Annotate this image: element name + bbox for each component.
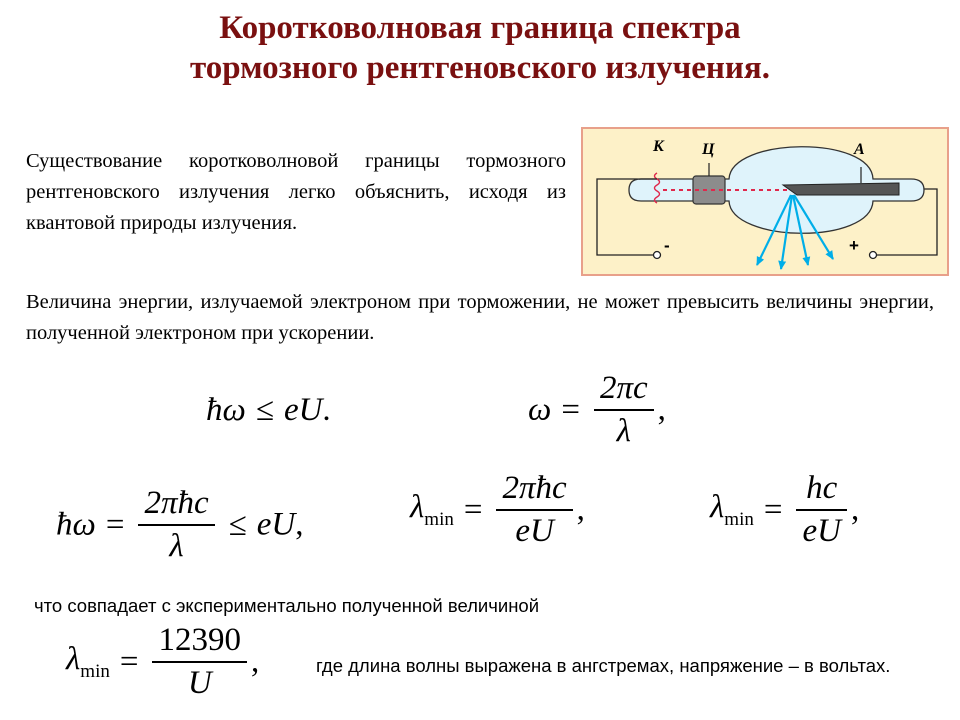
formula-6-fraction	[152, 622, 247, 702]
formula-3-rel2: ≤	[228, 506, 247, 543]
formula-energy-inequality	[206, 392, 331, 429]
formula-4-rel: =	[463, 491, 483, 528]
label-anode: А	[854, 141, 865, 158]
formula-1-rhs: eU	[283, 392, 323, 428]
anode	[783, 183, 899, 195]
formula-6-subscript: min	[80, 661, 110, 682]
formula-5-tail: ,	[850, 491, 860, 528]
formula-lambda-min-numeric	[66, 622, 259, 702]
label-cylinder: Ц	[702, 141, 715, 158]
formula-4-fraction	[496, 470, 572, 550]
formula-omega	[528, 370, 666, 450]
formula-4-subscript: min	[424, 509, 454, 530]
formula-1-lhs: ħω	[206, 392, 246, 428]
formula-4-lhs: $\lambda_{min}$	[410, 489, 454, 530]
plus-terminal	[870, 252, 877, 259]
label-plus: +	[849, 236, 859, 255]
formula-2-numerator: 2πc	[594, 370, 654, 411]
formula-4-tail: ,	[576, 491, 585, 528]
label-minus: -	[664, 236, 670, 255]
page-title	[0, 8, 960, 88]
formula-lambda-min-hbar	[410, 470, 585, 550]
formula-3-denominator: λ	[169, 528, 184, 564]
formula-photon-energy	[56, 485, 303, 565]
formula-3-tail: ,	[295, 506, 304, 543]
experimental-paragraph: что совпадает с экспериментально полученной величиной	[34, 595, 540, 616]
formula-2-tail: ,	[657, 391, 666, 428]
formula-2-lhs: ω	[528, 391, 552, 428]
formula-4-denominator: eU	[515, 513, 554, 549]
formula-3-rhs: eU	[256, 506, 296, 543]
formula-6-numerator: 12390	[152, 622, 247, 663]
formula-6-lhs: $\lambda_{min}$	[66, 641, 110, 682]
minus-terminal	[654, 252, 661, 259]
formula-6-denominator: U	[187, 665, 212, 701]
formula-3-rel: =	[105, 506, 125, 543]
formula-2-fraction	[594, 370, 654, 450]
formula-5-rel: =	[763, 491, 783, 528]
formula-5-fraction	[796, 470, 846, 550]
formula-5-numerator: hc	[796, 470, 846, 511]
formula-2-rel: =	[561, 391, 580, 428]
label-cathode: К	[653, 138, 664, 155]
formula-1-rel: ≤	[255, 392, 274, 428]
formula-5-subscript: min	[724, 509, 754, 530]
formula-6-rel: =	[119, 643, 139, 680]
formula-5-denominator: eU	[802, 513, 841, 549]
formula-4-numerator: 2πħc	[496, 470, 572, 511]
formula-2-denominator: λ	[616, 413, 631, 449]
title-line-1: Коротковолновая граница спектра	[219, 10, 741, 46]
xray-tube-diagram	[581, 127, 949, 276]
formula-3-lhs: ħω	[56, 506, 96, 543]
units-paragraph: где длина волны выражена в ангстремах, напряжение – в вольтах.	[316, 655, 891, 676]
formula-3-fraction	[138, 485, 214, 565]
title-line-2: тормозного рентгеновского излучения.	[189, 50, 770, 86]
formula-6-tail: ,	[250, 643, 260, 680]
formula-1-tail: .	[322, 392, 331, 428]
energy-paragraph: Величина энергии, излучаемой электроном при торможении, не может превысить величины энергии, полученной электроном при ускорении.	[26, 291, 934, 344]
intro-paragraph: Существование коротковолновой границы тормозного рентгеновского излучения легко объяснить, исходя из квантовой природы излучения.	[26, 150, 566, 234]
formula-lambda-min-h	[710, 470, 859, 550]
formula-3-numerator: 2πħc	[138, 485, 214, 526]
formula-5-lhs: $\lambda_{min}$	[710, 489, 754, 530]
